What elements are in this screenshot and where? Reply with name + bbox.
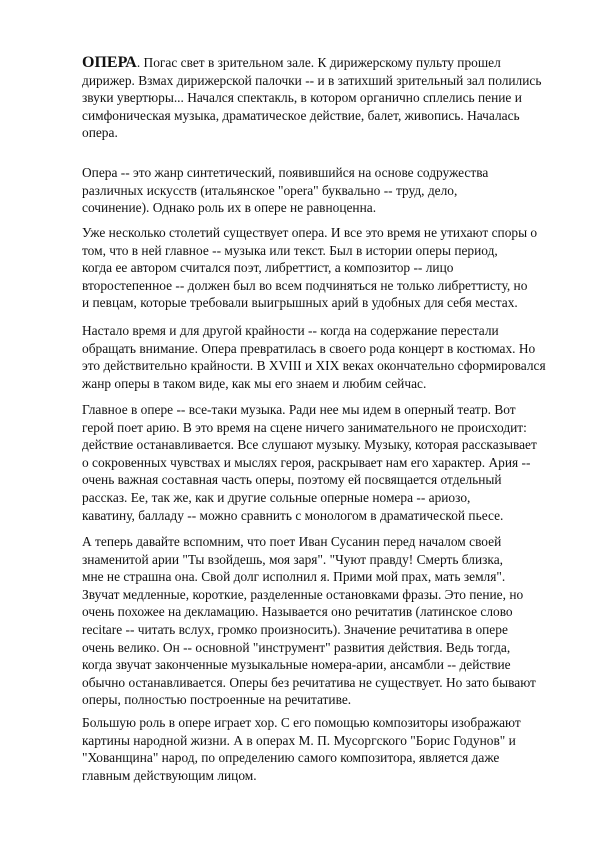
paragraph-other-extreme: Настало время и для другой крайности -- когда на содержание перестали обращать внимание. Опера превратилась в своего рода концерт в костюмах. Но это действительно крайности. В XVIII и XIX веках окончательно сформировался жанр оперы в таком виде, как мы его знаем и любим сейчас. [82,323,546,391]
paragraph-intro-text: . Погас свет в зрительном зале. К дирижерскому пульту прошел дирижер. Взмах дирижерской палочки -- и в затихший зрительный зал полились звуки увертюры... Начался спектакль, в котором органично сплелись пение и симфоническая музыка, драматическое действие, балет, живопись. Началась опера. [82,55,542,141]
paragraph-music-or-text: Уже несколько столетий существует опера. И все это время не утихают споры о том, что в ней главное -- музыка или текст. Был в истории оперы период, когда ее автором считался поэт, либреттист, а композитор -- лицо второстепенное -- должен был во всем подчиняться не только либреттисту, но и певцам, которые требовали выигрышных арий в удобных для себя местах. [82,225,538,311]
paragraph-recitative: А теперь давайте вспомним, что поет Иван Сусанин перед началом своей знаменитой арии "Ты взойдешь, моя заря". "Чуют правду! Смерть близка, мне не страшна она. Свой долг исполнил я. Прими мой прах, мать земля". Звучат медленные, короткие, разделенные остановками фразы. Это пение, но очень похожее на декламацию. Называется оно речитатив (латинское слово recitare -- читать вслух, громко произносить). Значение речитатива в опере очень велико. Он -- основной "инструмент" развития действия. Ведь тогда, когда звучат законченные музыкальные номера-арии, ансамбли -- действие обычно останавливается. Оперы без речитатива не существует. Но зато бывают оперы, полностью построенные на речитативе. [82,534,536,708]
document-title-word: ОПЕРА [82,54,137,71]
paragraph-synthetic-genre: Опера -- это жанр синтетический, появившийся на основе содружества различных искусств (итальянское "opera" буквально -- труд, дело, сочинение). Однако роль их в опере не равноценна. [82,165,489,216]
paragraph-choir: Большую роль в опере играет хор. С его помощью композиторы изображают картины народной жизни. А в операх М. П. Мусоргского "Борис Годунов" и "Хованщина" народ, по определению самого композитора, является даже главным действующим лицом. [82,715,521,783]
paragraph-music-main: Главное в опере -- все-таки музыка. Ради нее мы идем в оперный театр. Вот герой поет арию. В это время на сцене ничего занимательного не происходит: действие останавливается. Все слушают музыку. Музыку, которая рассказывает о сокровенных чувствах и мыслях героя, раскрывает нам его характер. Ария -- очень важная составная часть оперы, поэтому ей посвящается отдельный рассказ. Ее, так же, как и другие сольные оперные номера -- ариозо, каватину, балладу -- можно сравнить с монологом в драматической пьесе. [82,402,537,523]
paragraph-intro [82,54,562,142]
